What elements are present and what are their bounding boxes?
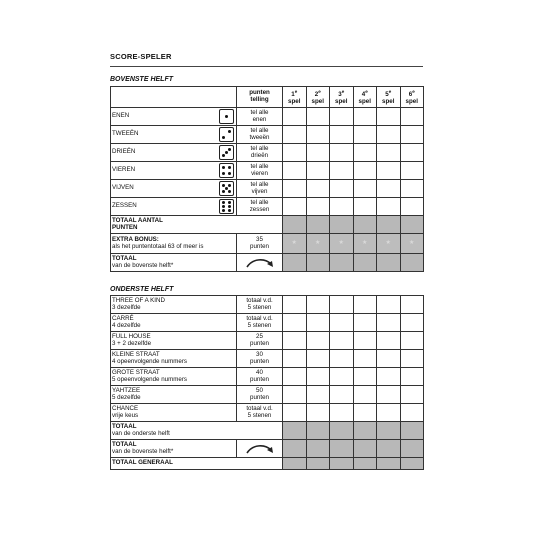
score-cell[interactable] bbox=[377, 350, 401, 368]
category-cell bbox=[111, 180, 237, 198]
score-cell[interactable] bbox=[353, 386, 377, 404]
category-description: 3 dezelfde bbox=[112, 303, 141, 311]
score-cell[interactable] bbox=[283, 404, 307, 422]
upper-score-table bbox=[110, 86, 424, 272]
points-rule: tel alle zessen bbox=[237, 198, 283, 216]
score-cell[interactable] bbox=[306, 296, 330, 314]
score-cell[interactable] bbox=[330, 108, 354, 126]
pip bbox=[228, 166, 231, 169]
star-icon[interactable]: ★ bbox=[330, 234, 354, 254]
score-cell[interactable] bbox=[377, 458, 401, 470]
score-cell[interactable] bbox=[330, 458, 354, 470]
grand-total-row bbox=[111, 458, 424, 470]
score-cell[interactable] bbox=[306, 314, 330, 332]
score-cell[interactable] bbox=[306, 216, 330, 234]
pip bbox=[222, 166, 225, 169]
points-rule: tel alle drieën bbox=[237, 144, 283, 162]
score-cell[interactable] bbox=[400, 332, 424, 350]
category-description: 5 opeenvolgende nummers bbox=[112, 375, 187, 383]
score-cell[interactable] bbox=[283, 458, 307, 470]
score-cell[interactable] bbox=[330, 162, 354, 180]
score-cell[interactable] bbox=[306, 180, 330, 198]
score-cell[interactable] bbox=[330, 180, 354, 198]
score-cell[interactable] bbox=[330, 216, 354, 234]
points-rule: tel alle vieren bbox=[237, 162, 283, 180]
score-cell[interactable] bbox=[283, 198, 307, 216]
score-cell[interactable] bbox=[330, 386, 354, 404]
score-cell[interactable] bbox=[306, 404, 330, 422]
score-cell[interactable] bbox=[400, 198, 424, 216]
score-cell[interactable] bbox=[377, 216, 401, 234]
carry-arrow-icon bbox=[237, 254, 283, 272]
score-cell[interactable] bbox=[330, 404, 354, 422]
score-cell[interactable] bbox=[377, 404, 401, 422]
score-cell[interactable] bbox=[353, 440, 377, 458]
page-title: SCORE-SPELER bbox=[110, 52, 172, 61]
points-rule: 25 punten bbox=[237, 332, 283, 350]
score-cell[interactable] bbox=[353, 332, 377, 350]
star-icon[interactable]: ★ bbox=[283, 234, 307, 254]
category-cell bbox=[111, 126, 237, 144]
category-cell bbox=[111, 198, 237, 216]
score-cell[interactable] bbox=[330, 332, 354, 350]
star-icon[interactable]: ★ bbox=[377, 234, 401, 254]
category-cell bbox=[111, 162, 237, 180]
points-rule: 40 punten bbox=[237, 368, 283, 386]
score-cell[interactable] bbox=[283, 350, 307, 368]
score-cell[interactable] bbox=[330, 350, 354, 368]
category-cell bbox=[111, 386, 237, 404]
score-cell[interactable] bbox=[306, 162, 330, 180]
category-cell bbox=[111, 350, 237, 368]
score-cell[interactable] bbox=[377, 386, 401, 404]
score-cell[interactable] bbox=[353, 368, 377, 386]
score-cell[interactable] bbox=[400, 180, 424, 198]
die-4-icon bbox=[219, 163, 234, 178]
score-cell[interactable] bbox=[283, 216, 307, 234]
category-cell bbox=[111, 314, 237, 332]
score-cell[interactable] bbox=[283, 126, 307, 144]
score-cell[interactable] bbox=[283, 422, 307, 440]
score-cell[interactable] bbox=[377, 162, 401, 180]
score-cell[interactable] bbox=[283, 368, 307, 386]
category-description: 3 + 2 dezelfde bbox=[112, 339, 152, 347]
pip bbox=[222, 190, 225, 193]
score-cell[interactable] bbox=[330, 144, 354, 162]
lower-score-row bbox=[111, 386, 424, 404]
die-6-icon bbox=[219, 199, 234, 214]
score-cell[interactable] bbox=[400, 404, 424, 422]
upper-total-row bbox=[111, 254, 424, 272]
points-rule: tel alle tweeën bbox=[237, 126, 283, 144]
lower-total-label: TOTAAL van de onderste helft bbox=[111, 422, 283, 440]
category-cell bbox=[111, 144, 237, 162]
score-cell[interactable] bbox=[330, 296, 354, 314]
pip bbox=[228, 184, 231, 187]
score-cell[interactable] bbox=[377, 144, 401, 162]
grand-total-label: TOTAAL GENERAAL bbox=[111, 458, 283, 470]
lower-section-heading: ONDERSTE HELFT bbox=[110, 286, 174, 293]
carry-arrow-icon bbox=[237, 440, 283, 458]
score-cell[interactable] bbox=[330, 126, 354, 144]
category-label: ZESSEN bbox=[112, 202, 137, 210]
pip bbox=[228, 148, 231, 151]
score-cell[interactable] bbox=[400, 386, 424, 404]
score-cell[interactable] bbox=[330, 198, 354, 216]
score-cell[interactable] bbox=[400, 296, 424, 314]
category-cell bbox=[111, 296, 237, 314]
score-cell[interactable] bbox=[353, 144, 377, 162]
pip bbox=[228, 172, 231, 175]
score-cell[interactable] bbox=[400, 314, 424, 332]
category-cell bbox=[111, 332, 237, 350]
upper-total-label: TOTAAL van de bovenste helft* bbox=[111, 254, 237, 272]
title-rule bbox=[110, 66, 423, 67]
pip bbox=[228, 205, 231, 208]
score-cell[interactable] bbox=[306, 332, 330, 350]
score-cell[interactable] bbox=[353, 198, 377, 216]
score-cell[interactable] bbox=[353, 404, 377, 422]
category-label: YAHTZEE bbox=[112, 386, 141, 394]
pip bbox=[225, 151, 228, 154]
lower-score-row bbox=[111, 314, 424, 332]
score-cell[interactable] bbox=[400, 422, 424, 440]
score-cell[interactable] bbox=[377, 296, 401, 314]
category-label: DRIEËN bbox=[112, 148, 136, 156]
category-label: ENEN bbox=[112, 112, 130, 120]
score-cell[interactable] bbox=[283, 162, 307, 180]
points-rule: totaal v.d. 5 stenen bbox=[237, 296, 283, 314]
lower-score-row bbox=[111, 404, 424, 422]
category-label: TWEEËN bbox=[112, 130, 139, 138]
game-2-header: 2e spel bbox=[306, 87, 330, 108]
score-cell[interactable] bbox=[353, 108, 377, 126]
header-blank bbox=[111, 87, 237, 108]
category-label: GROTE STRAAT bbox=[112, 368, 160, 376]
score-cell[interactable] bbox=[330, 254, 354, 272]
score-cell[interactable] bbox=[283, 314, 307, 332]
upper-section-heading: BOVENSTE HELFT bbox=[110, 76, 174, 83]
score-cell[interactable] bbox=[353, 458, 377, 470]
score-cell[interactable] bbox=[353, 126, 377, 144]
score-cell[interactable] bbox=[377, 126, 401, 144]
category-label: CHANCE bbox=[112, 404, 139, 412]
die-2-icon bbox=[219, 127, 234, 142]
pip bbox=[222, 172, 225, 175]
game-6-header: 6e spel bbox=[400, 87, 424, 108]
score-cell[interactable] bbox=[283, 180, 307, 198]
score-cell[interactable] bbox=[306, 422, 330, 440]
score-cell[interactable] bbox=[306, 386, 330, 404]
pip bbox=[222, 154, 225, 157]
bonus-row bbox=[111, 234, 424, 254]
score-cell[interactable] bbox=[400, 440, 424, 458]
points-rule: totaal v.d. 5 stenen bbox=[237, 404, 283, 422]
score-cell[interactable] bbox=[353, 314, 377, 332]
score-cell[interactable] bbox=[306, 368, 330, 386]
score-cell[interactable] bbox=[377, 198, 401, 216]
die-5-icon bbox=[219, 181, 234, 196]
category-label: VIJVEN bbox=[112, 184, 134, 192]
category-description: vrije keus bbox=[112, 411, 139, 419]
die-1-icon bbox=[219, 109, 234, 124]
pip bbox=[228, 190, 231, 193]
points-rule: 50 punten bbox=[237, 386, 283, 404]
upper-score-row bbox=[111, 126, 424, 144]
score-cell[interactable] bbox=[306, 126, 330, 144]
score-cell[interactable] bbox=[377, 368, 401, 386]
score-cell[interactable] bbox=[377, 108, 401, 126]
pip bbox=[222, 136, 225, 139]
score-cell[interactable] bbox=[377, 254, 401, 272]
game-3-header: 3e spel bbox=[330, 87, 354, 108]
score-cell[interactable] bbox=[353, 254, 377, 272]
lower-score-table bbox=[110, 295, 424, 470]
score-cell[interactable] bbox=[330, 368, 354, 386]
score-cell[interactable] bbox=[353, 350, 377, 368]
die-3-icon bbox=[219, 145, 234, 160]
category-cell bbox=[111, 404, 237, 422]
score-cell[interactable] bbox=[283, 440, 307, 458]
points-rule: tel alle enen bbox=[237, 108, 283, 126]
upper-score-row bbox=[111, 108, 424, 126]
lower-score-row bbox=[111, 296, 424, 314]
score-cell[interactable] bbox=[283, 296, 307, 314]
points-rule: 30 punten bbox=[237, 350, 283, 368]
score-cell[interactable] bbox=[353, 216, 377, 234]
category-description: 5 dezelfde bbox=[112, 393, 141, 401]
points-rule: totaal v.d. 5 stenen bbox=[237, 314, 283, 332]
score-cell[interactable] bbox=[283, 108, 307, 126]
pip bbox=[222, 205, 225, 208]
star-icon[interactable]: ★ bbox=[400, 234, 424, 254]
game-4-header: 4e spel bbox=[353, 87, 377, 108]
score-cell[interactable] bbox=[306, 458, 330, 470]
score-cell[interactable] bbox=[377, 314, 401, 332]
score-cell[interactable] bbox=[400, 368, 424, 386]
star-icon[interactable]: ★ bbox=[353, 234, 377, 254]
score-cell[interactable] bbox=[306, 108, 330, 126]
score-cell[interactable] bbox=[400, 126, 424, 144]
pip bbox=[225, 115, 228, 118]
category-label: CARRÉ bbox=[112, 314, 134, 322]
category-cell bbox=[111, 108, 237, 126]
upper-score-row bbox=[111, 198, 424, 216]
score-cell[interactable] bbox=[306, 144, 330, 162]
score-cell[interactable] bbox=[377, 422, 401, 440]
points-rule: tel alle vijven bbox=[237, 180, 283, 198]
lower-total-row bbox=[111, 422, 424, 440]
upper-total-points-row bbox=[111, 216, 424, 234]
pip bbox=[228, 201, 231, 204]
game-5-header: 5e spel bbox=[377, 87, 401, 108]
score-cell[interactable] bbox=[353, 296, 377, 314]
pip bbox=[222, 201, 225, 204]
upper-score-row bbox=[111, 180, 424, 198]
score-cell[interactable] bbox=[283, 254, 307, 272]
category-label: VIEREN bbox=[112, 166, 136, 174]
score-cell[interactable] bbox=[353, 162, 377, 180]
star-icon[interactable]: ★ bbox=[306, 234, 330, 254]
category-description: 4 dezelfde bbox=[112, 321, 141, 329]
pip bbox=[228, 209, 231, 212]
score-cell[interactable] bbox=[377, 180, 401, 198]
score-cell[interactable] bbox=[400, 458, 424, 470]
score-cell[interactable] bbox=[353, 422, 377, 440]
category-description: 4 opeenvolgende nummers bbox=[112, 357, 187, 365]
upper-score-row bbox=[111, 162, 424, 180]
score-cell[interactable] bbox=[283, 386, 307, 404]
category-label: KLEINE STRAAT bbox=[112, 350, 160, 358]
upper-header-row bbox=[111, 87, 424, 108]
score-cell[interactable] bbox=[330, 440, 354, 458]
score-cell[interactable] bbox=[306, 198, 330, 216]
score-cell[interactable] bbox=[283, 332, 307, 350]
score-cell[interactable] bbox=[306, 254, 330, 272]
points-column-header: punten telling bbox=[237, 87, 283, 108]
category-cell bbox=[111, 368, 237, 386]
score-cell[interactable] bbox=[353, 180, 377, 198]
upper-total-carry-label: TOTAAL van de bovenste helft* bbox=[111, 440, 237, 458]
score-cell[interactable] bbox=[400, 108, 424, 126]
bonus-points: 35 punten bbox=[237, 234, 283, 254]
score-cell[interactable] bbox=[330, 422, 354, 440]
score-cell[interactable] bbox=[377, 440, 401, 458]
game-1-header: 1e spel bbox=[283, 87, 307, 108]
total-points-label: TOTAAL AANTAL PUNTEN bbox=[111, 216, 283, 234]
score-cell[interactable] bbox=[400, 350, 424, 368]
lower-score-row bbox=[111, 332, 424, 350]
upper-total-carry-row bbox=[111, 440, 424, 458]
upper-score-row bbox=[111, 144, 424, 162]
pip bbox=[228, 130, 231, 133]
score-cell[interactable] bbox=[283, 144, 307, 162]
score-cell[interactable] bbox=[377, 332, 401, 350]
score-cell[interactable] bbox=[306, 350, 330, 368]
score-cell[interactable] bbox=[400, 162, 424, 180]
pip bbox=[222, 184, 225, 187]
score-cell[interactable] bbox=[400, 254, 424, 272]
pip bbox=[222, 209, 225, 212]
bonus-label: EXTRA BONUS: als het puntentotaal 63 of meer is bbox=[111, 234, 237, 254]
score-cell[interactable] bbox=[400, 144, 424, 162]
lower-score-row bbox=[111, 350, 424, 368]
score-cell[interactable] bbox=[400, 216, 424, 234]
category-label: THREE OF A KIND bbox=[112, 296, 165, 304]
category-label: FULL HOUSE bbox=[112, 332, 151, 340]
score-cell[interactable] bbox=[330, 314, 354, 332]
lower-score-row bbox=[111, 368, 424, 386]
score-cell[interactable] bbox=[306, 440, 330, 458]
